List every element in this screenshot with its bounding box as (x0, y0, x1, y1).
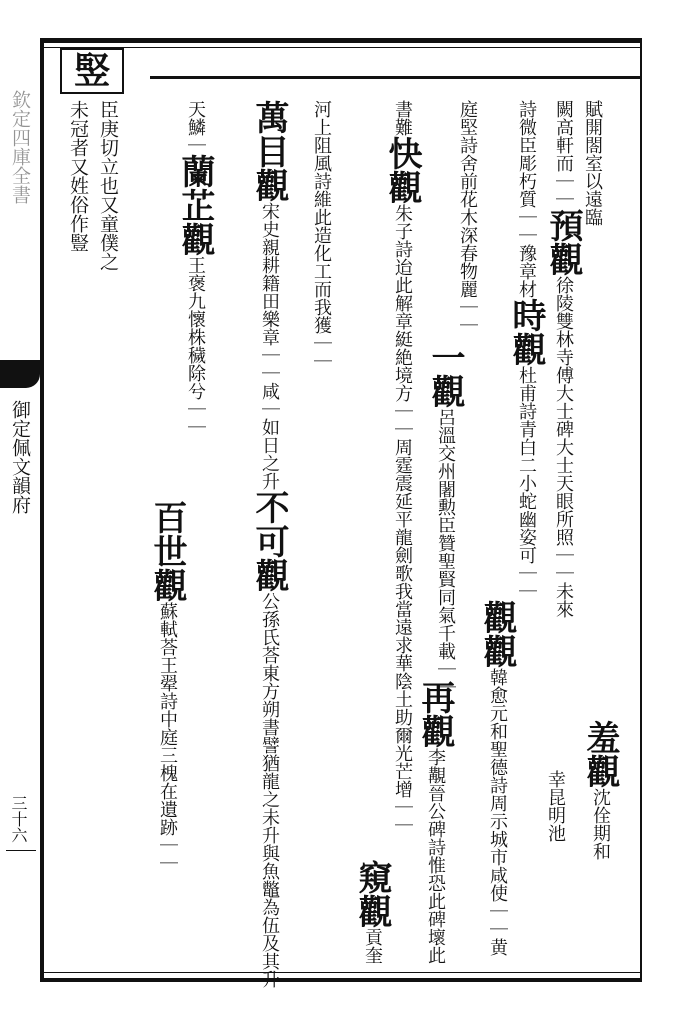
text-column (382, 100, 422, 834)
annotation-text: 韓愈元和聖德詩周示城市咸使｜｜黄 (487, 668, 508, 956)
text-column (175, 100, 215, 436)
text-column (68, 100, 87, 252)
frame-top-rule (40, 38, 642, 43)
text-column (543, 100, 583, 618)
right-frame-rule (640, 38, 642, 982)
headword: 預觀 (543, 208, 583, 276)
headword: 百世觀 (147, 500, 187, 602)
header-bar (150, 76, 642, 79)
annotation-text: 呂溫交州闍勲臣贊聖賢同氣千載｜｜ (435, 408, 456, 696)
annotation-text: 李覯晉公碑詩惟恐此碑壞此 (425, 748, 446, 964)
annotation-text: 庭堅詩舍前花木深春物麗｜｜ (457, 100, 478, 334)
page-number-rule (6, 850, 36, 851)
text-column (98, 100, 117, 271)
headword: 再觀 (415, 680, 455, 748)
head-character-box (60, 48, 124, 94)
text-column (477, 600, 517, 956)
headword: 蘭芷觀 (175, 154, 215, 256)
annotation-text: 公孫氏荅東方朔書譬猶龍之未升與魚鼈為伍及其升 (259, 592, 280, 988)
text-column (580, 720, 620, 860)
annotation-text: 幸昆明池 (545, 770, 566, 842)
running-title: 欽定四庫全書 (9, 90, 31, 204)
annotation-text: 河上阻風詩維此造化工而我獲｜｜ (311, 100, 332, 370)
headword: 一觀 (425, 340, 465, 408)
annotation-text: 闕高軒而｜｜ (553, 100, 574, 208)
annotation-text: 臣庚切立也又童僕之 (97, 100, 119, 271)
headword: 時觀 (506, 298, 546, 366)
headword: 窺觀 (352, 860, 392, 928)
headword: 不可觀 (249, 490, 289, 592)
frame-bottom-rule (40, 978, 642, 982)
text-column (147, 500, 187, 872)
annotation-text: 貢奎 (362, 928, 383, 964)
annotation-text: 賦開閤室以遠臨 (582, 100, 603, 226)
text-column (249, 100, 289, 988)
headword: 羞觀 (580, 720, 620, 788)
head-character: 竪 (73, 50, 110, 92)
text-column (312, 100, 330, 370)
annotation-text: 朱子詩迨此解章綎絶境方｜｜周霆震延平龍劍歌我當遠求華陰土助爾光芒增｜｜ (392, 204, 413, 834)
annotation-text: 杜甫詩青白二小蛇幽姿可｜｜ (516, 366, 537, 600)
left-frame-rule (40, 38, 44, 982)
annotation-text: 徐陵雙林寺傅大士碑大士天眼所照｜｜未來 (553, 276, 574, 618)
annotation-text: 宋史親耕籍田樂章｜｜咸｜如日之升 (259, 202, 280, 490)
annotation-text: 蘇軾荅王翚詩中庭三槐在遺跡｜｜ (157, 602, 178, 872)
annotation-text: 未冠者又姓俗作豎 (67, 100, 89, 252)
text-column (583, 100, 601, 226)
text-column (415, 680, 455, 964)
book-title: 御定佩文韻府 (9, 400, 31, 514)
annotation-text: 天鱗｜ (185, 100, 206, 154)
headword: 萬目觀 (249, 100, 289, 202)
text-column (352, 860, 392, 964)
annotation-text: 詩微臣彫朽質｜｜豫章材 (516, 100, 537, 298)
headword: 觀觀 (477, 600, 517, 668)
text-column (425, 340, 465, 696)
fishtail-mark (0, 360, 40, 388)
annotation-text: 王褒九懷株穢除兮｜｜ (185, 256, 206, 436)
frame-bottom-rule-inner (40, 972, 642, 973)
annotation-text: 書難 (392, 100, 413, 136)
page-number: 三十六 (9, 795, 28, 843)
annotation-text: 沈佺期和 (590, 788, 611, 860)
frame-top-rule-inner (40, 47, 642, 48)
text-column (458, 100, 476, 334)
text-column (506, 100, 546, 600)
text-column (546, 770, 564, 842)
headword: 快觀 (382, 136, 422, 204)
